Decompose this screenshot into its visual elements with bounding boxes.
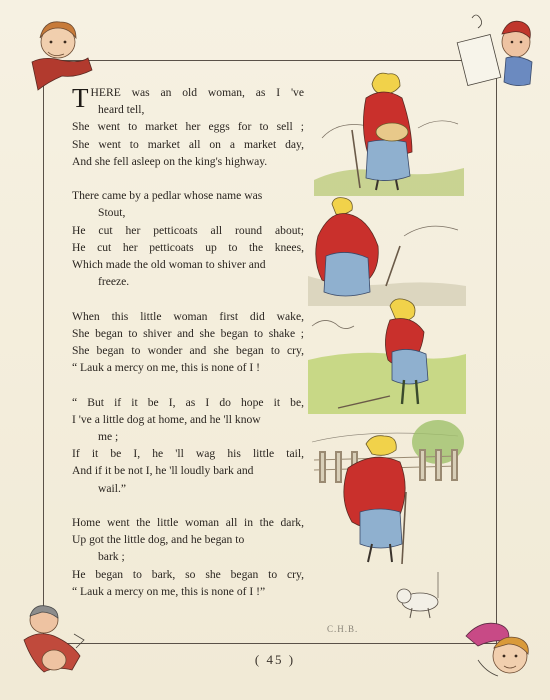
poem-line-text: He cut her petticoats all round about;: [72, 223, 304, 237]
poem-line-text: Stout,: [98, 206, 126, 220]
poem-line-text: HERE was an old woman, as I 've: [90, 86, 304, 99]
poem-line: [72, 531, 304, 548]
poem-line: [72, 256, 304, 273]
poem-line: [72, 308, 304, 325]
poem-line: [72, 187, 304, 204]
poem-line: [72, 222, 304, 239]
poem-line-text: There came by a pedlar whose name was: [72, 189, 263, 203]
poem-line: [72, 548, 304, 565]
poem-line: [72, 428, 304, 445]
woman-walking-home-in-dark-icon: [308, 412, 466, 626]
poem-line-text: “ But if it be I, as I do hope it be,: [72, 395, 304, 409]
poem-line: [72, 359, 304, 376]
poem-line: [72, 118, 304, 135]
poem-line-text: She began to shiver and she began to shake ;: [72, 326, 304, 340]
bottom-right-vignette-icon: [458, 610, 544, 688]
poem-line-text: “ Lauk a mercy on me, this is none of I !: [72, 361, 261, 375]
old-woman-asleep-on-highway-icon: [308, 196, 466, 306]
poem-line-text: If it be I, he 'll wag his little tail,: [72, 447, 304, 461]
stanza: [72, 308, 304, 377]
poem-line: [72, 583, 304, 600]
poem-line: [72, 394, 304, 411]
stanza: [72, 514, 304, 600]
poem-line-text: heard tell,: [98, 103, 145, 117]
poem-line-text: bark ;: [98, 550, 125, 564]
poem-line: [72, 239, 304, 256]
page-number: ( 45 ): [254, 652, 296, 667]
poem-line: [72, 273, 304, 290]
stanza: [72, 84, 304, 170]
poem-line-text: Home went the little woman all in the dark,: [72, 516, 304, 530]
stanza: [72, 394, 304, 497]
poem-line-text: When this little woman first did wake,: [72, 309, 304, 323]
poem-line: [72, 153, 304, 170]
poem-line: [72, 204, 304, 221]
woman-waking-in-cut-petticoats-icon: [308, 296, 466, 414]
poem-line-text: He cut her petticoats up to the knees,: [72, 240, 304, 254]
drop-cap: T: [72, 83, 89, 113]
poem-line: [72, 566, 304, 583]
poem-line-text: And she fell asleep on the king's highway.: [72, 154, 268, 168]
poem-line-text: wail.”: [98, 481, 127, 495]
poem-line: [72, 462, 304, 479]
poem-line-text: She began to wonder and she began to cry,: [72, 344, 304, 358]
poem-text: [72, 84, 304, 617]
stanza: [72, 187, 304, 290]
poem-line-text: And if it be not I, he 'll loudly bark and: [72, 464, 254, 478]
poem-line: [72, 136, 304, 153]
poem-line: [72, 411, 304, 428]
poem-line: [72, 480, 304, 497]
poem-line-text: Up got the little dog, and he began to: [72, 533, 245, 547]
poem-line: [72, 342, 304, 359]
poem-line-text: me ;: [98, 430, 119, 444]
poem-line-text: I 've a little dog at home, and he 'll know: [72, 412, 261, 426]
poem-line: [72, 514, 304, 531]
poem-line-text: “ Lauk a mercy on me, this is none of I !”: [72, 584, 266, 598]
old-woman-with-egg-basket-icon: [308, 68, 466, 196]
poem-line-text: He began to bark, so she began to cry,: [72, 567, 304, 581]
poem-line-text: freeze.: [98, 275, 130, 289]
poem-line: [72, 101, 304, 118]
poem-line: [72, 325, 304, 342]
poem-line-text: Which made the old woman to shiver and: [72, 258, 266, 272]
poem-line-text: She went to market her eggs for to sell ;: [72, 120, 304, 134]
poem-line-text: She went to market all on a market day,: [72, 137, 304, 151]
poem-line: [72, 445, 304, 462]
illustrator-monogram: C.H.B.: [327, 624, 359, 634]
